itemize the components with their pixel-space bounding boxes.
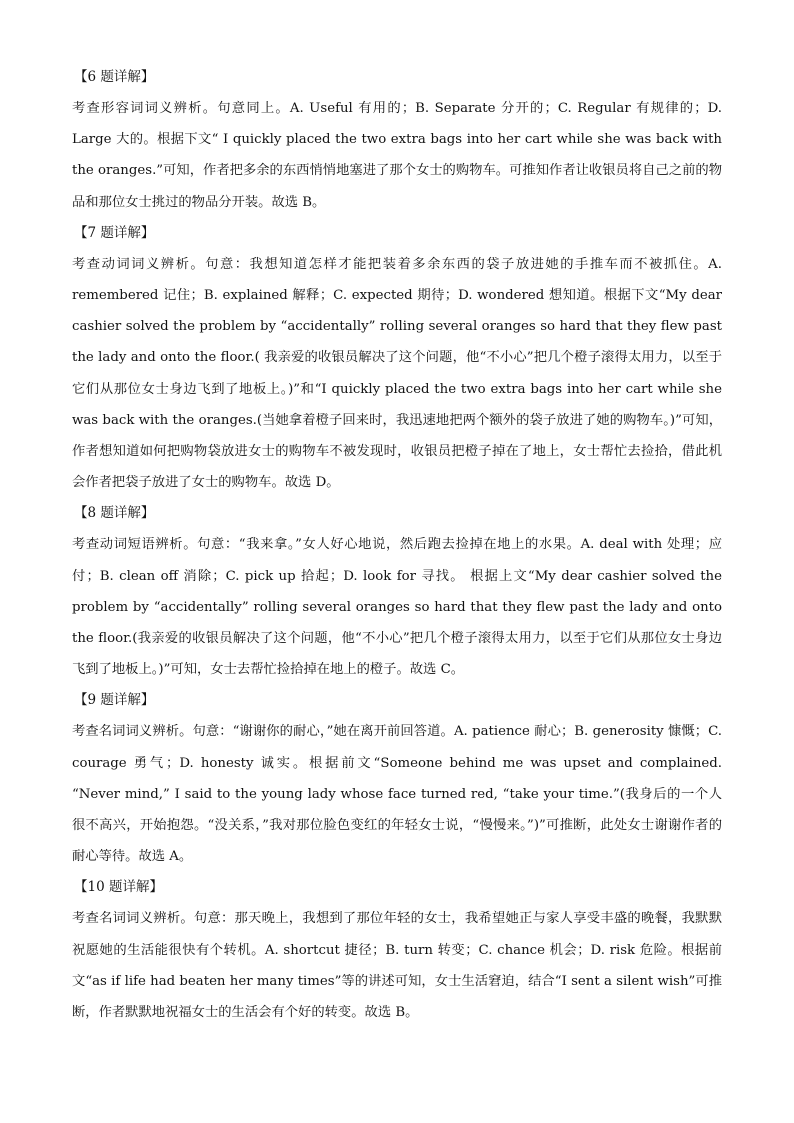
document-page: [72, 62, 722, 1028]
section-7: [72, 218, 722, 499]
section-9: [72, 685, 722, 872]
section-body: 考查形容词词义辨析。句意同上。A. Useful 有用的；B. Separate 分开的；C. Regular 有规律的；D. Large 大的。根据下文“ I quickly placed the two extra bags into her cart while she was back with the oranges.”可知，作者把多余的东西悄悄地塞进了那个女士的购物车。可推知作者让收银员将自己之前的物品和那位女士挑过的物品分开装。故选 B。: [72, 101, 722, 210]
section-body: 考查动词短语辨析。句意：“我来拿。”女人好心地说，然后跑去捡掉在地上的水果。A. deal with 处理；应付；B. clean off 消除；C. pick up 拾起；D. look for 寻找。 根据上文“My dear cashier solved the problem by “accidentally” rolling several oranges so hard that they flew past the lady and onto the floor.(我亲爱的收银员解决了这个问题，他“不小心”把几个橙子滚得太用力，以至于它们从那位女士身边飞到了地板上。)”可知，女士去帮忙捡拾掉在地上的橙子。故选 C。: [72, 537, 722, 678]
section-6: [72, 62, 722, 218]
section-heading: 【8 题详解】: [74, 505, 155, 522]
section-body: 考查名词词义辨析。句意：“谢谢你的耐心，”她在离开前回答道。A. patience 耐心；B. generosity 慷慨；C. courage 勇气；D. honesty 诚实。根据前文“Someone behind me was upset and complained. “Never mind,” I said to the young lady whose face turned red, “take your time.”(我身后的一个人很不高兴，开始抱怨。“没关系，”我对那位脸色变红的年轻女士说，“慢慢来。”)”可推断，此处女士谢谢作者的耐心等待。故选 A。: [72, 724, 722, 865]
section-heading: 【6 题详解】: [74, 69, 155, 85]
section-body: 考查名词词义辨析。句意：那天晚上，我想到了那位年轻的女士，我希望她正与家人享受丰盛的晚餐，我默默祝愿她的生活能很快有个转机。A. shortcut 捷径；B. turn 转变；C. chance 机会；D. risk 危险。根据前文“as if life had beaten her many times”等的讲述可知，女士生活窘迫，结合“I sent a silent wish”可推断，作者默默地祝福女士的生活会有个好的转变。故选 B。: [72, 911, 722, 1021]
section-heading: 【10 题详解】: [74, 879, 163, 896]
section-body: 考查动词词义辨析。句意：我想知道怎样才能把装着多余东西的袋子放进她的手推车而不被抓住。A. remembered 记住；B. explained 解释；C. expected 期待；D. wondered 想知道。根据下文“My dear cashier solved the problem by “accidentally” rolling several oranges so hard that they flew past the lady and onto the floor.( 我亲爱的收银员解决了这个问题，他“不小心”把几个橙子滚得太用力，以至于它们从那位女士身边飞到了地板上。)”和“I quickly placed the two extra bags into her cart while she was back with the oranges.(当她拿着橙子回来时，我迅速地把两个额外的袋子放进了她的购物车。)”可知，作者想知道如何把购物袋放进女士的购物车不被发现时，收银员把橙子掉在了地上，女士帮忙去捡拾，借此机会作者把袋子放进了女士的购物车。故选 D。: [72, 256, 722, 491]
section-10: [72, 872, 722, 1028]
section-8: [72, 498, 722, 685]
section-heading: 【9 题详解】: [74, 692, 155, 709]
section-heading: 【7 题详解】: [74, 224, 155, 241]
